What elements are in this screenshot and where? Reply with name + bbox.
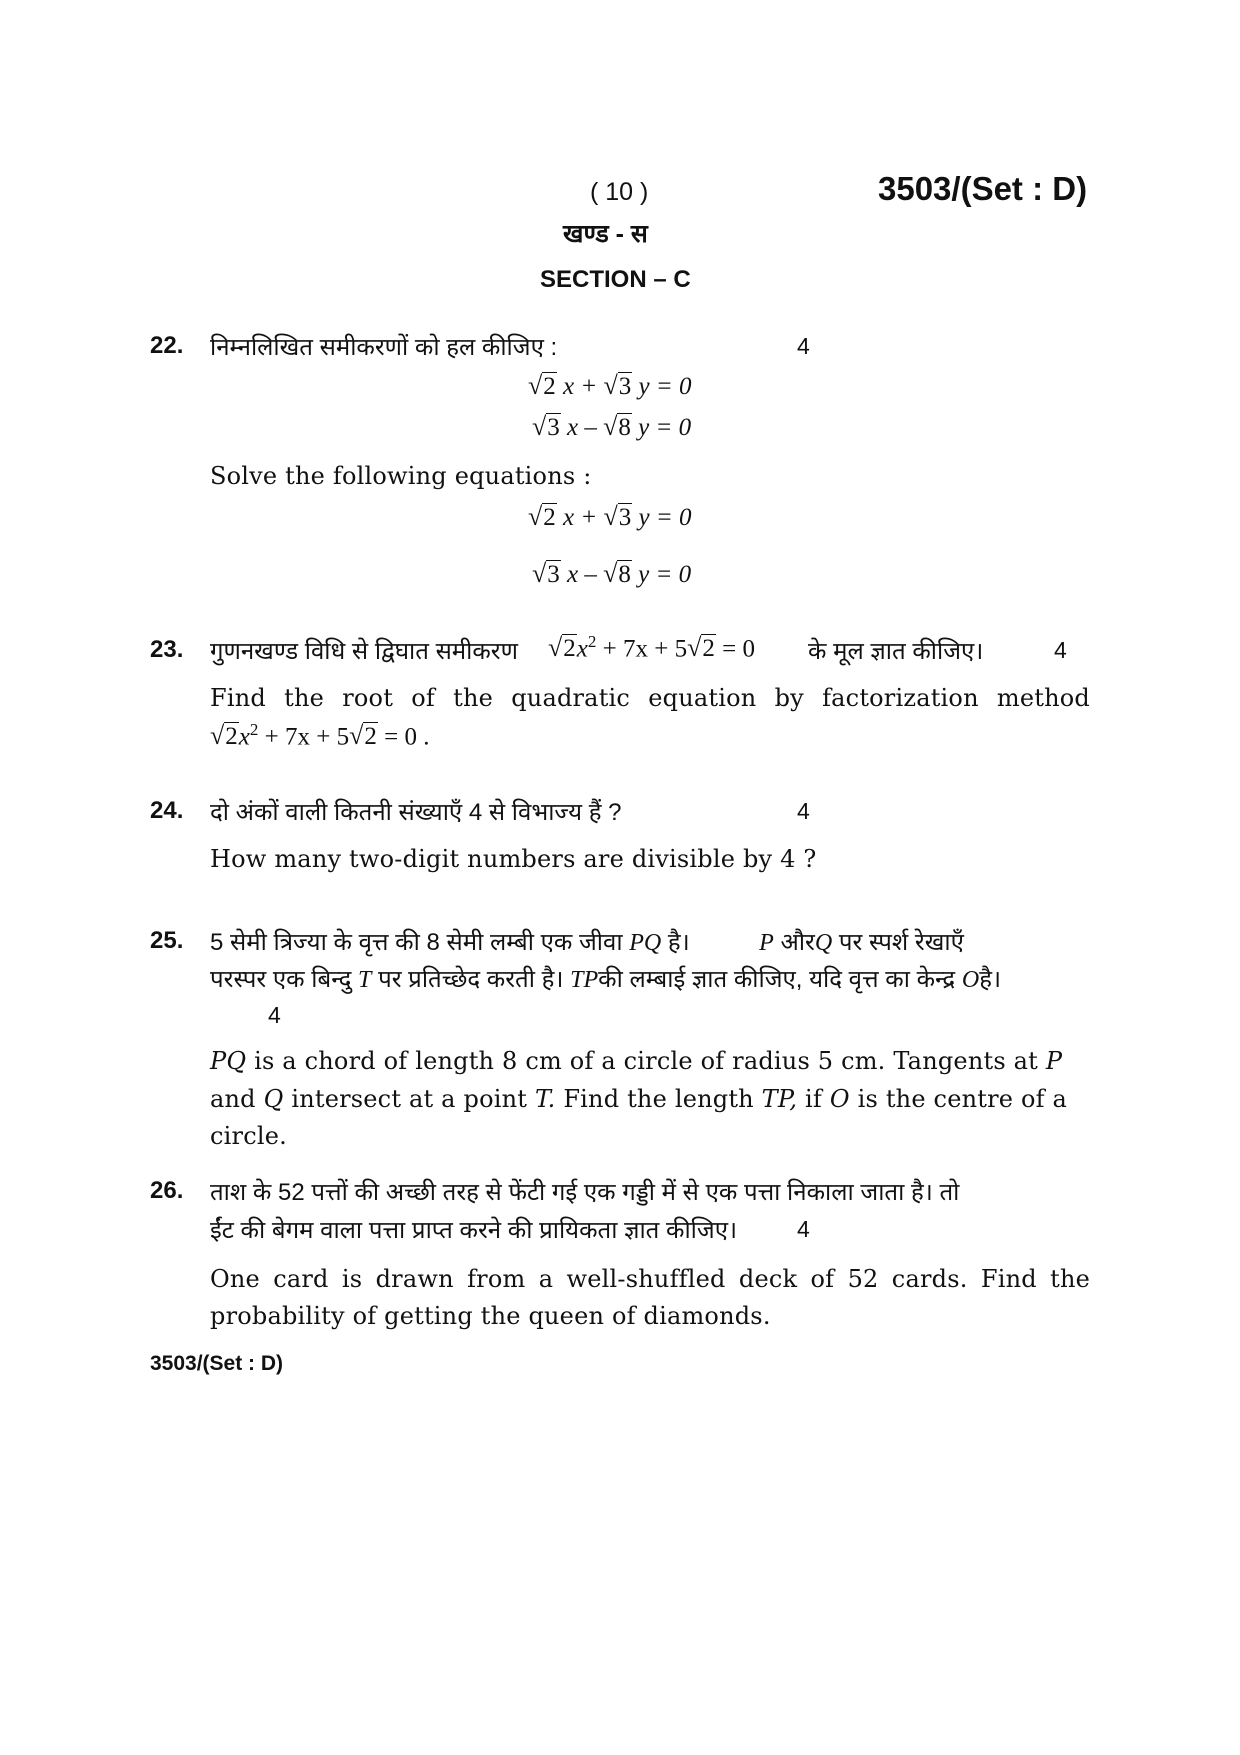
question-24-english: How many two-digit numbers are divisible by 4 ? <box>210 845 817 873</box>
question-26-hindi-line2: ईंट की बेगम वाला पत्ता प्राप्त करने की प्रायिकता ज्ञात कीजिए। <box>210 1217 738 1244</box>
set-code-footer: 3503/(Set : D) <box>150 1352 284 1375</box>
question-25-english-line1: PQ is a chord of length 8 cm of a circle of radius 5 cm. Tangents at P <box>210 1047 1063 1075</box>
question-23-number: 23. <box>150 636 184 663</box>
question-22-english-eq2: √3 x – √8 y = 0 <box>532 559 692 588</box>
question-24-number: 24. <box>150 797 184 824</box>
question-23-english-line1: Find the root of the quadratic equation by factorization method <box>210 684 1090 712</box>
question-25-english-line3: circle. <box>210 1122 287 1150</box>
set-code-header: 3503/(Set : D) <box>878 170 1088 207</box>
question-22-hindi: निम्नलिखित समीकरणों को हल कीजिए : <box>210 334 558 361</box>
question-22-marks: 4 <box>797 333 810 359</box>
question-25-hindi-line2: परस्पर एक बिन्दु T पर प्रतिच्छेद करती है। TPकी लम्बाई ज्ञात कीजिए, यदि वृत्त का केन्द्र Oहै। <box>210 966 1002 993</box>
question-26-english-line1: One card is drawn from a well-shuffled deck of 52 cards. Find the <box>210 1265 1090 1293</box>
question-24-marks: 4 <box>797 798 810 824</box>
question-22-english-eq1: √2 x + √3 y = 0 <box>528 502 692 531</box>
question-22-english: Solve the following equations : <box>210 462 592 490</box>
question-22-hindi-eq2: √3 x – √8 y = 0 <box>532 412 692 441</box>
question-26-hindi-line1: ताश के 52 पत्तों की अच्छी तरह से फेंटी गई एक गड्डी में से एक पत्ता निकाला जाता है। तो <box>210 1179 960 1206</box>
question-23-english-equation: $√2x^2 + 7x + 5√2 = 0$ . <box>210 720 430 751</box>
question-26-marks: 4 <box>797 1216 810 1242</box>
question-23-hindi-equation: $√2x^2 + 7x + 5√2 = 0$ <box>548 632 755 663</box>
question-25-hindi-line1: 5 सेमी त्रिज्या के वृत्त की 8 सेमी लम्बी एक जीवा PQ है। P औरQ पर स्पर्श रेखाएँ <box>210 929 964 956</box>
question-23-marks: 4 <box>1054 637 1067 663</box>
question-24-hindi: दो अंकों वाली कितनी संख्याएँ 4 से विभाज्य हैं ? <box>210 799 622 826</box>
question-23-hindi-before: गुणनखण्ड विधि से द्विघात समीकरण <box>210 638 518 665</box>
question-25-number: 25. <box>150 927 184 954</box>
page-number: ( 10 ) <box>590 178 649 206</box>
question-26-english-line2: probability of getting the queen of diamonds. <box>210 1302 771 1330</box>
question-26-number: 26. <box>150 1177 184 1204</box>
section-title-hindi: खण्ड - स <box>563 220 648 248</box>
question-22-number: 22. <box>150 332 184 359</box>
question-23-hindi-after: के मूल ज्ञात कीजिए। <box>808 638 984 665</box>
question-22-hindi-eq1: √2 x + √3 y = 0 <box>528 371 692 400</box>
question-25-marks: 4 <box>268 1002 281 1028</box>
section-title-english: SECTION – C <box>540 266 691 293</box>
question-25-english-line2: and Q intersect at a point T. Find the length TP, if O is the centre of a <box>210 1085 1068 1113</box>
